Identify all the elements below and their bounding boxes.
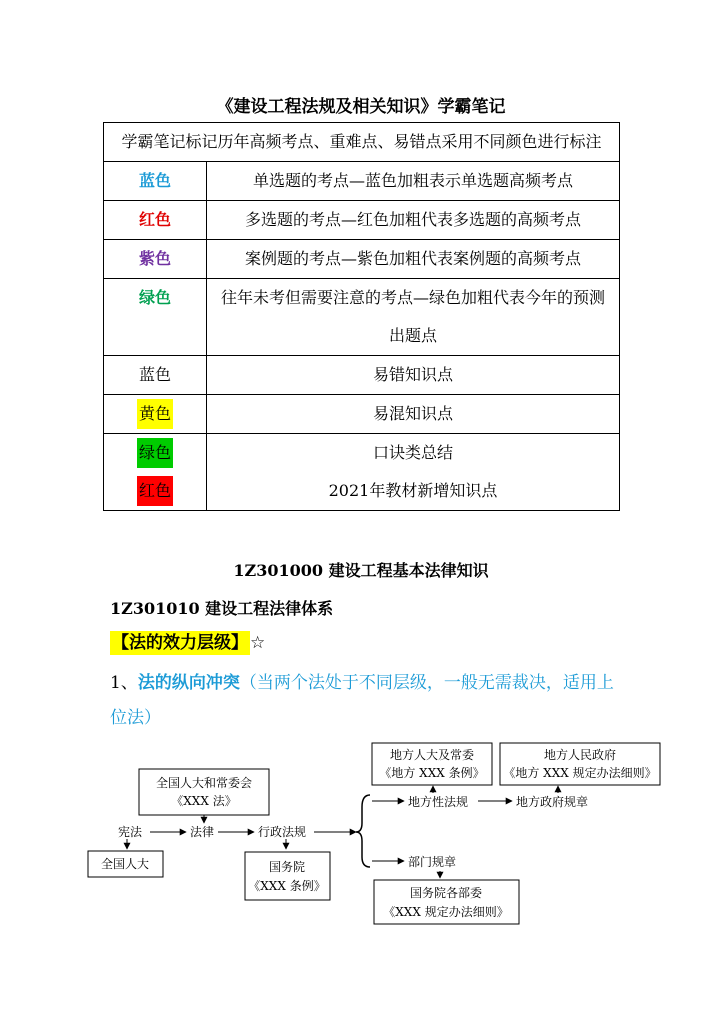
- topic-label: 【法的效力层级】: [112, 633, 248, 653]
- legend-color-label: 黄色: [137, 399, 173, 429]
- law-label: 法律: [190, 825, 215, 839]
- legend-description: 2021年教材新增知识点: [207, 472, 620, 511]
- legend-row: [104, 395, 620, 434]
- legend-description: 易错知识点: [207, 356, 620, 395]
- legend-row: [104, 434, 620, 473]
- legal-hierarchy-diagram: [0, 735, 722, 935]
- section-heading: 1Z301010 建设工程法律体系: [110, 599, 334, 618]
- npc-box-title: 全国人大和常委会: [155, 776, 253, 790]
- legend-description: 案例题的考点—紫色加粗代表案例题的高频考点: [207, 240, 620, 279]
- legend-description: 易混知识点: [207, 395, 620, 434]
- legend-color-label: 绿色: [138, 288, 171, 307]
- legend-color-label: 绿色: [137, 438, 173, 468]
- constitution-label: 宪法: [118, 825, 143, 839]
- legend-row: [104, 356, 620, 395]
- local-congress-subtitle: 《地方 XXX 条例》: [379, 766, 485, 780]
- legend-description: 口诀类总结: [207, 434, 620, 473]
- legend-description: 往年未考但需要注意的考点—绿色加粗代表今年的预测出题点: [207, 279, 620, 356]
- legend-row: [104, 201, 620, 240]
- item-comment: （当两个法处于不同层级，一般无需裁决，适用上位法）: [110, 673, 614, 728]
- item-label: 法的纵向冲突: [137, 673, 240, 693]
- ministries-subtitle: 《XXX 规定办法细则》: [383, 905, 509, 919]
- local-gov-subtitle: 《地方 XXX 规定办法细则》: [503, 766, 657, 780]
- star-icon: ☆: [250, 633, 266, 653]
- color-legend-table: [103, 122, 620, 511]
- local-reg-label: 地方性法规: [408, 795, 469, 809]
- admin-reg-label: 行政法规: [258, 825, 307, 839]
- legend-description: 多选题的考点—红色加粗代表多选题的高频考点: [207, 201, 620, 240]
- legend-intro-row: [104, 123, 620, 162]
- legend-row: [104, 240, 620, 279]
- legend-description: 单选题的考点—蓝色加粗表示单选题高频考点: [207, 162, 620, 201]
- chapter-heading: 1Z301000 建设工程基本法律知识: [233, 561, 489, 580]
- legend-color-label: 蓝色: [138, 365, 171, 384]
- dept-rule-label: 部门规章: [408, 855, 457, 869]
- state-council-subtitle: 《XXX 条例》: [248, 879, 326, 893]
- local-gov-title: 地方人民政府: [543, 748, 617, 762]
- local-gov-rule-label: 地方政府规章: [516, 795, 589, 809]
- legend-row: [104, 279, 620, 356]
- ministries-title: 国务院各部委: [409, 886, 483, 900]
- legend-row: [104, 162, 620, 201]
- document-title: 《建设工程法规及相关知识》学霸笔记: [216, 97, 506, 117]
- national-congress-label: 全国人大: [100, 857, 150, 871]
- branch-brace: [356, 795, 370, 867]
- topic-heading: [110, 628, 265, 653]
- state-council-title: 国务院: [268, 860, 306, 874]
- legend-row: [104, 472, 620, 511]
- legend-color-label: 紫色: [138, 249, 171, 268]
- legend-color-label: 红色: [137, 476, 173, 506]
- paragraph-vertical-conflict: [110, 666, 620, 736]
- local-congress-title: 地方人大及常委: [389, 748, 475, 762]
- npc-box-subtitle: 《XXX 法》: [171, 794, 237, 808]
- legend-intro: 学霸笔记标记历年高频考点、重难点、易错点采用不同颜色进行标注: [104, 123, 620, 162]
- legend-color-label: 红色: [138, 210, 171, 229]
- item-number: 1、: [110, 673, 138, 693]
- legend-color-label: 蓝色: [138, 171, 171, 190]
